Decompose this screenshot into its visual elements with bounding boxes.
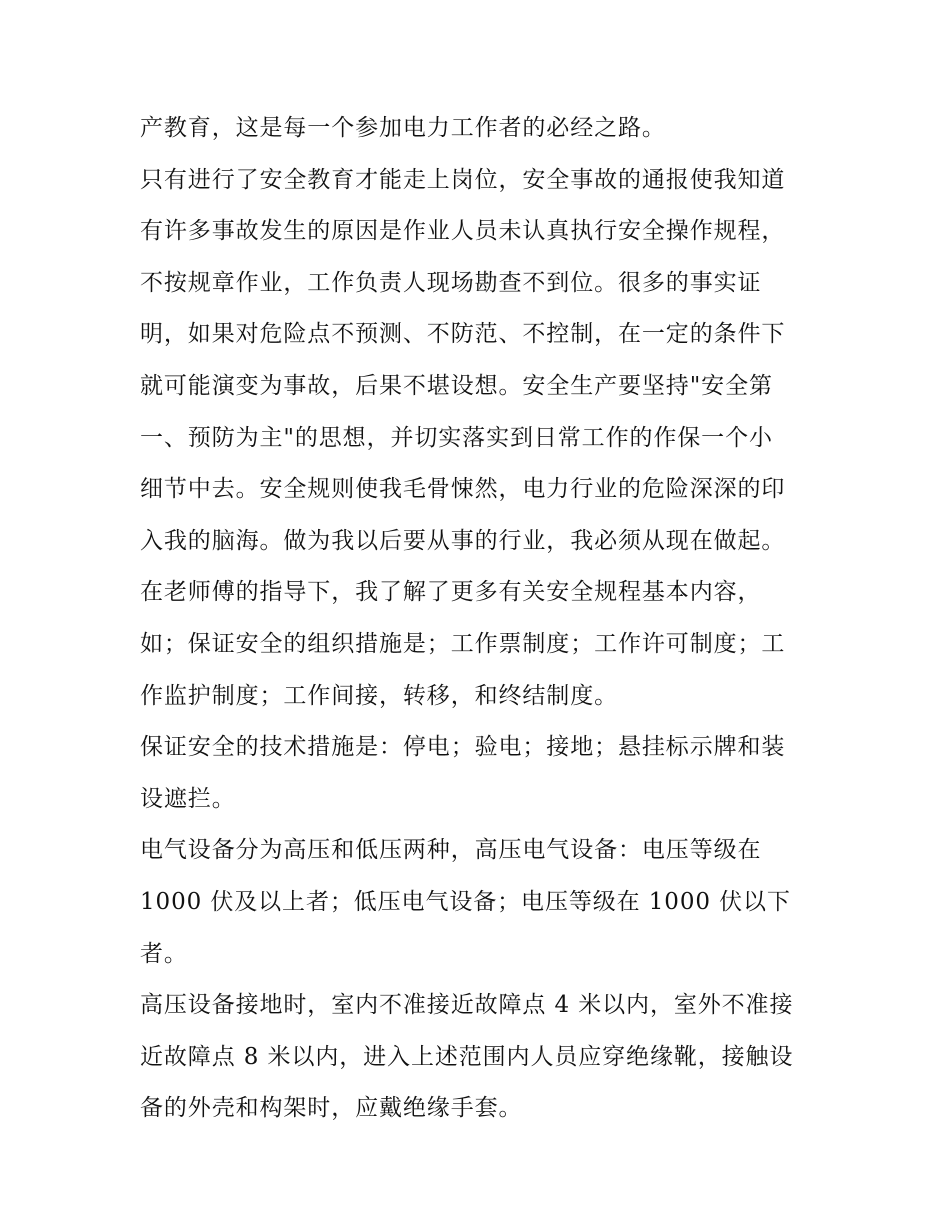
text-line: 作监护制度；工作间接，转移，和终结制度。 bbox=[140, 682, 618, 709]
text-line: 不按规章作业，工作负责人现场勘查不到位。很多的事实证 bbox=[140, 269, 762, 296]
text-line: 有许多事故发生的原因是作业人员未认真执行安全操作规程， bbox=[140, 218, 786, 245]
text-line: 保证安全的技术措施是：停电；验电；接地；悬挂标示牌和装 bbox=[140, 734, 786, 761]
text-line: 电气设备分为高压和低压两种，高压电气设备：电压等级在 bbox=[140, 837, 762, 864]
text-line: 产教育，这是每一个参加电力工作者的必经之路。 bbox=[140, 115, 666, 141]
text-line: 设遮拦。 bbox=[140, 785, 236, 812]
text-line: 备的外壳和构架时，应戴绝缘手套。 bbox=[140, 1095, 523, 1122]
body-text bbox=[140, 103, 812, 1135]
text-line: 细节中去。安全规则使我毛骨悚然，电力行业的危险深深的印 bbox=[140, 476, 786, 503]
text-line: 近故障点 8 米以内，进入上述范围内人员应穿绝缘靴，接触设 bbox=[140, 1043, 794, 1070]
text-line: 只有进行了安全教育才能走上岗位，安全事故的通报使我知道 bbox=[140, 166, 786, 193]
text-line: 1000 伏及以上者；低压电气设备；电压等级在 1000 伏以下 bbox=[140, 888, 791, 915]
text-line: 者。 bbox=[140, 940, 188, 967]
text-line: 在老师傅的指导下，我了解了更多有关安全规程基本内容， bbox=[140, 579, 762, 606]
text-line: 如；保证安全的组织措施是；工作票制度；工作许可制度；工 bbox=[140, 630, 786, 657]
text-line: 明，如果对危险点不预测、不防范、不控制，在一定的条件下 bbox=[140, 321, 786, 348]
text-line: 一、预防为主"的思想，并切实落实到日常工作的作保一个小 bbox=[140, 424, 773, 451]
text-line: 就可能演变为事故，后果不堪设想。安全生产要坚持"安全第 bbox=[140, 372, 773, 399]
text-line: 高压设备接地时，室内不准接近故障点 4 米以内，室外不准接 bbox=[140, 992, 794, 1019]
text-line: 入我的脑海。做为我以后要从事的行业，我必须从现在做起。 bbox=[140, 527, 786, 554]
